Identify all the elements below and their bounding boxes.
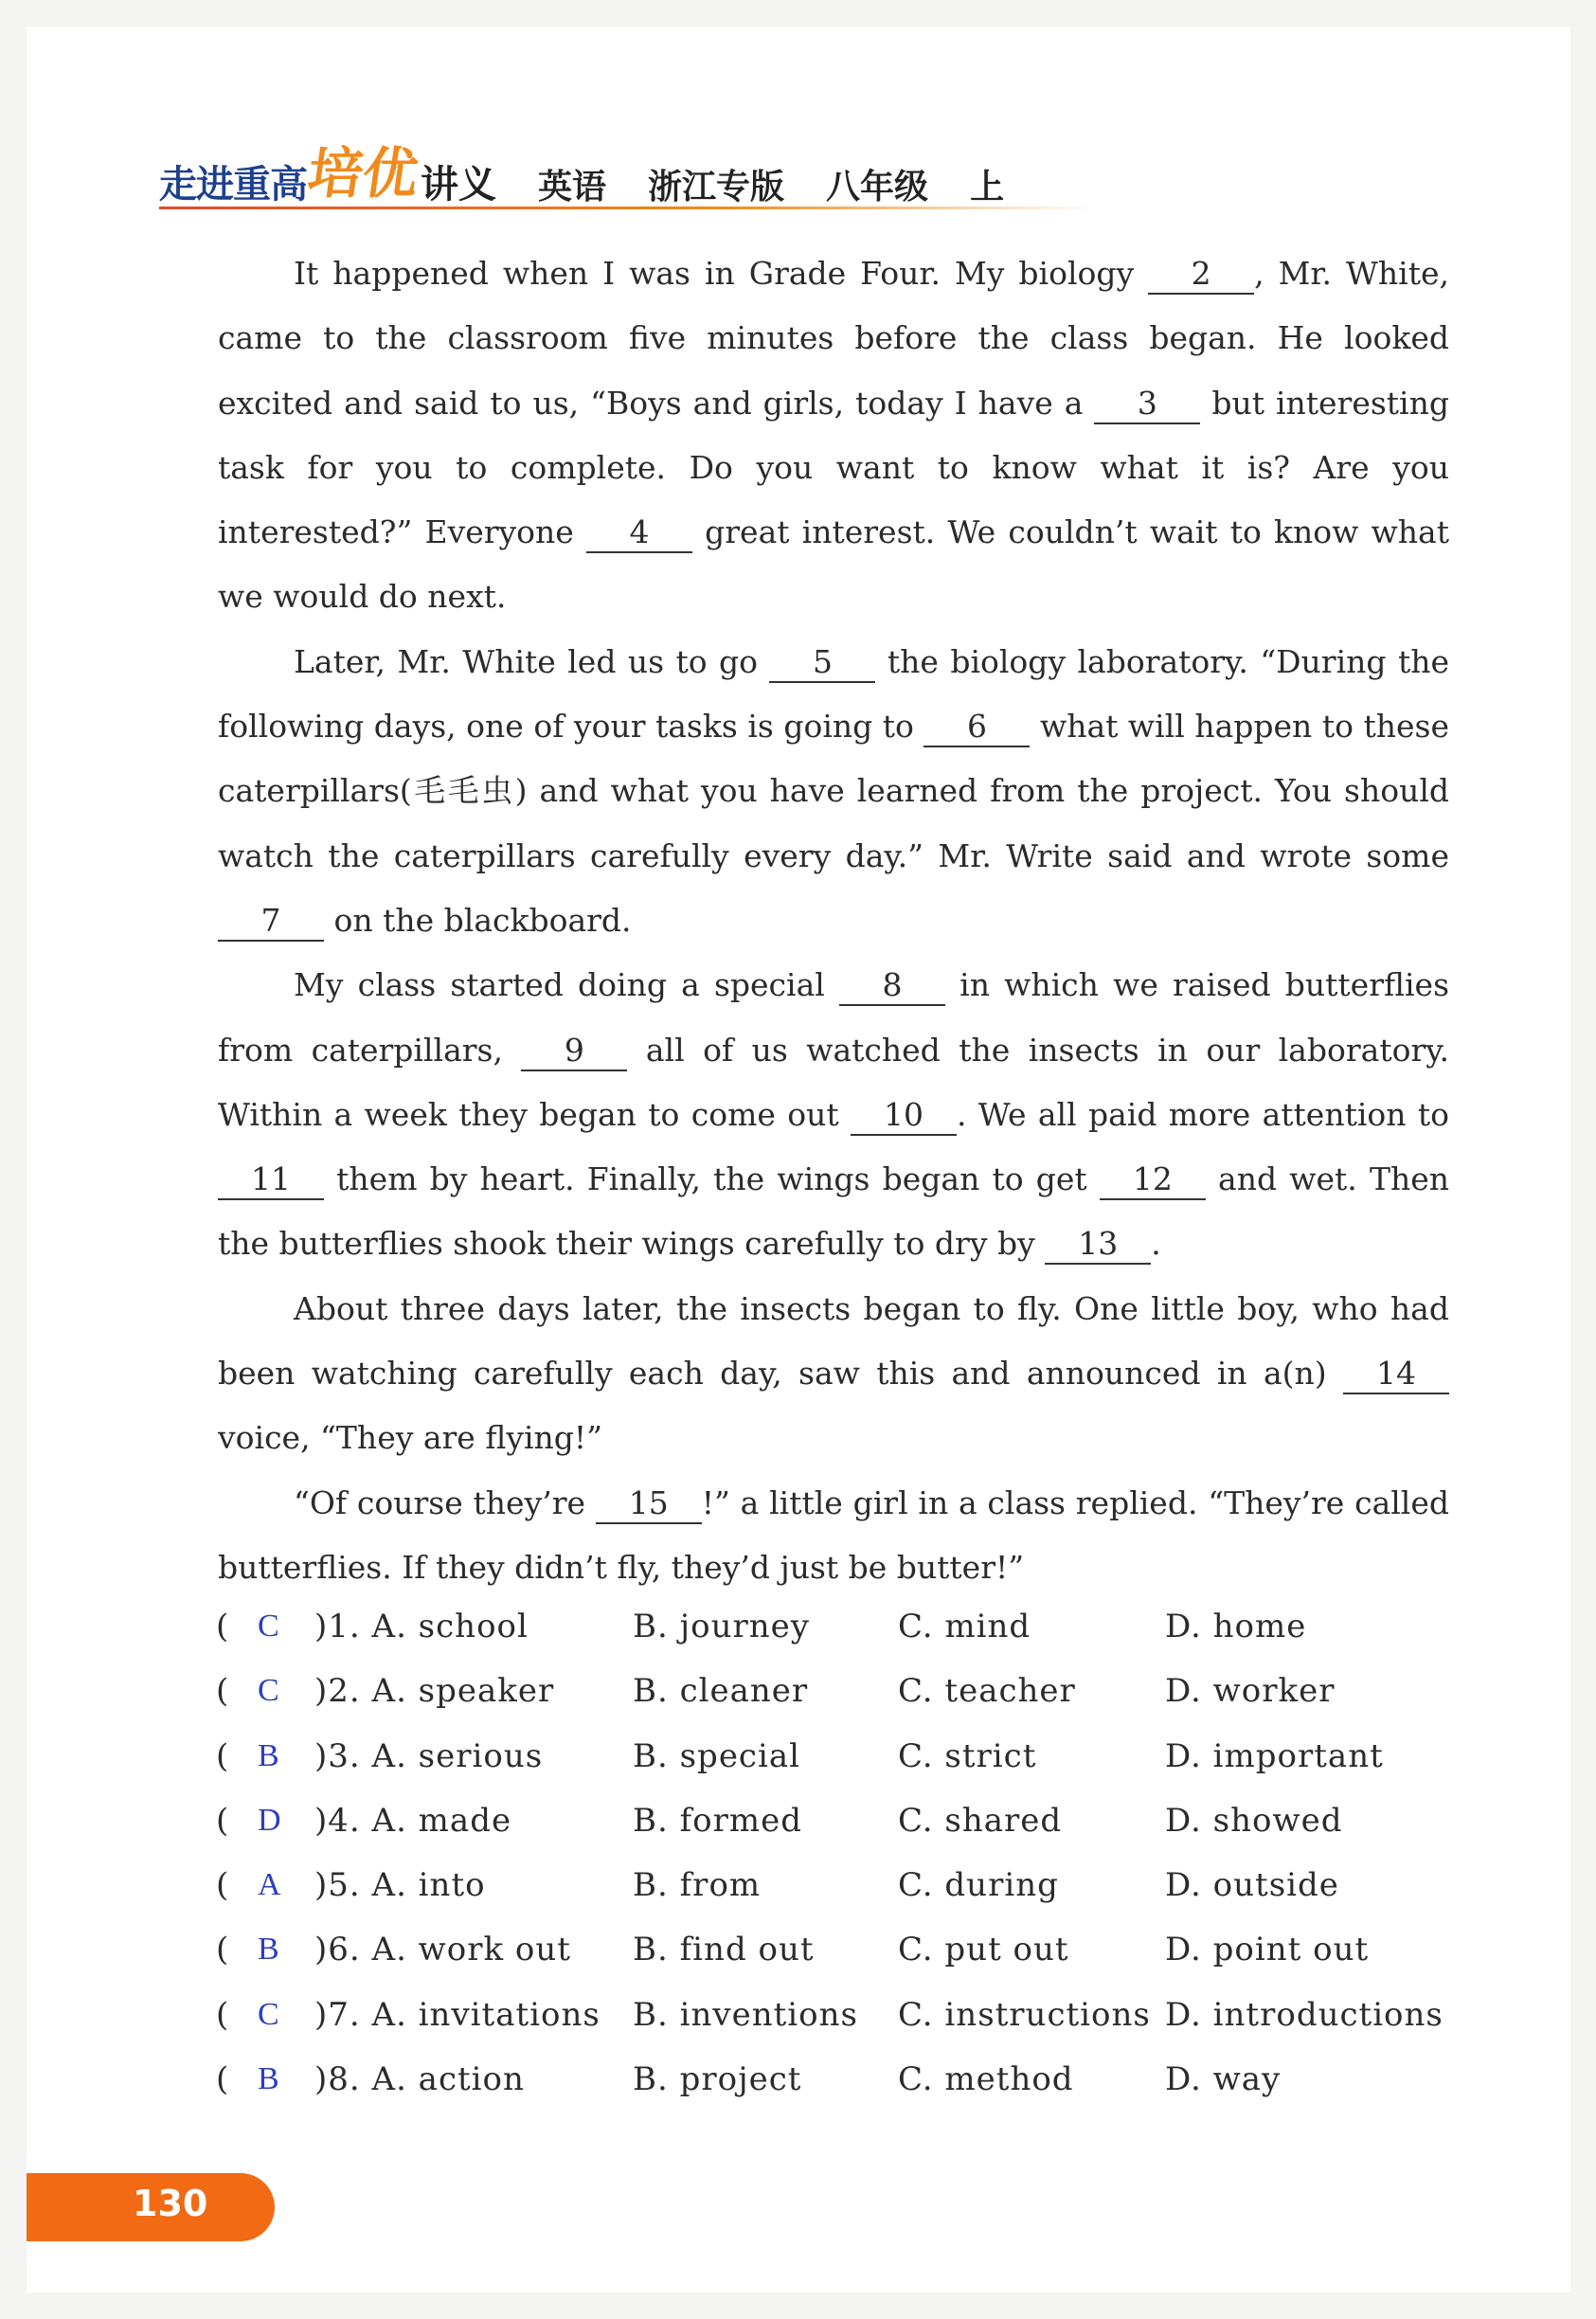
answer-letter: B	[258, 1737, 280, 1773]
passage-text: .	[1151, 1225, 1161, 1263]
passage-text: It happened when I was in Grade Four. My biology	[294, 255, 1149, 292]
brand-suffix: 讲义	[421, 163, 497, 207]
header-grade: 八年级	[826, 168, 929, 207]
option-b: B. cleaner	[633, 1672, 809, 1711]
passage-text: them by heart. Finally, the wings began to get	[324, 1160, 1100, 1198]
blank-12: 12	[1100, 1160, 1206, 1200]
option-a: )3. A. serious	[314, 1736, 544, 1775]
option-b: B. inventions	[633, 1995, 858, 2034]
passage-text: My class started doing a special	[294, 966, 839, 1004]
header-subject: 英语	[538, 168, 607, 207]
option-d: D. point out	[1165, 1931, 1370, 1969]
blank-6: 6	[924, 708, 1030, 747]
answer-letter: D	[258, 1802, 282, 1838]
answer-paren: (	[216, 1736, 230, 1775]
answer-paren: (	[216, 2060, 230, 2099]
answer-letter: C	[258, 1609, 280, 1644]
question-row	[216, 1724, 1485, 1789]
answer-letter: B	[258, 1932, 280, 1968]
question-row	[216, 1789, 1485, 1853]
option-d: D. showed	[1165, 1801, 1343, 1840]
passage-text: !” a little girl in a class replied. “They’re called butterflies. If they didn’t fly, they’d just be butter!”	[218, 1483, 1449, 1586]
blank-2: 2	[1148, 255, 1254, 295]
passage-text: all of us watched the insects in our laboratory. Within a week they began to come out	[218, 1031, 1449, 1133]
answer-letter: B	[258, 2061, 280, 2097]
question-row	[216, 2047, 1485, 2112]
option-b: B. special	[633, 1736, 800, 1775]
passage-text: About three days later, the insects began to fly. One little boy, who had been watching carefully each day, saw this and announced in a(n)	[218, 1289, 1449, 1393]
answer-paren: (	[216, 1995, 230, 2034]
option-b: B. from	[633, 1866, 762, 1905]
passage-text: but interesting task for you to complete. Do you want to know what it is? Are you interested?” Everyone	[218, 384, 1449, 551]
paragraph-4	[218, 1277, 1449, 1471]
answer-letter: A	[258, 1867, 282, 1903]
passage-text: on the blackboard.	[324, 901, 632, 939]
passage-text: the biology laboratory. “During the following days, one of your tasks is going to	[218, 642, 1449, 746]
header-edition: 浙江专版	[648, 168, 785, 207]
blank-14: 14	[1343, 1355, 1449, 1394]
option-a: )1. A. school	[314, 1608, 529, 1645]
answer-paren: (	[216, 1608, 230, 1645]
blank-13: 13	[1045, 1225, 1151, 1265]
option-a: )4. A. made	[314, 1801, 512, 1840]
question-row	[216, 1983, 1485, 2047]
option-c: C. during	[898, 1866, 1059, 1905]
option-a: )2. A. speaker	[314, 1672, 555, 1711]
question-row	[216, 1659, 1485, 1723]
brand-prefix: 走进重高	[159, 163, 307, 207]
option-c: C. strict	[898, 1736, 1037, 1775]
question-options	[216, 1594, 1485, 2112]
paragraph-3	[218, 953, 1449, 1276]
question-row	[216, 1594, 1485, 1659]
passage-text: Later, Mr. White led us to go	[294, 642, 770, 680]
blank-10: 10	[851, 1096, 957, 1136]
option-d: D. home	[1165, 1608, 1307, 1645]
header-volume: 上	[970, 168, 1005, 207]
option-c: C. instructions	[898, 1995, 1151, 2034]
blank-5: 5	[769, 643, 875, 683]
option-d: D. introductions	[1165, 1995, 1444, 2034]
option-c: C. mind	[898, 1608, 1031, 1645]
passage-text: great interest. We couldn’t wait to know what we would do next.	[218, 513, 1449, 616]
passage-text: voice, “They are flying!”	[218, 1419, 603, 1457]
answer-letter: C	[258, 1996, 280, 2032]
page-header	[159, 142, 1046, 208]
option-c: C. method	[898, 2060, 1074, 2099]
option-d: D. worker	[1165, 1672, 1336, 1711]
option-a: )6. A. work out	[314, 1931, 571, 1969]
passage-text: in which we raised butterflies from caterpillars,	[218, 966, 1450, 1069]
blank-9: 9	[521, 1032, 627, 1071]
option-d: D. outside	[1165, 1866, 1339, 1905]
answer-paren: (	[216, 1672, 230, 1711]
passage-text: what will happen to these caterpillars(毛毛虫) and what you have learned from the project. You should watch the caterpillars carefully every day.” Mr. Write said and wrote some	[218, 708, 1449, 874]
answer-letter: C	[258, 1673, 280, 1709]
blank-11: 11	[218, 1160, 324, 1200]
answer-paren: (	[216, 1801, 230, 1840]
header-divider	[159, 207, 1097, 209]
blank-4: 4	[586, 513, 692, 553]
passage-text: . We all paid more attention to	[956, 1095, 1449, 1133]
cloze-passage	[218, 242, 1449, 1600]
passage-text: “Of course they’re	[294, 1483, 596, 1521]
answer-paren: (	[216, 1866, 230, 1905]
question-row	[216, 1853, 1485, 1917]
question-row	[216, 1917, 1485, 1982]
option-d: D. important	[1165, 1736, 1384, 1775]
blank-15: 15	[596, 1484, 702, 1524]
option-c: C. teacher	[898, 1672, 1076, 1711]
option-a: )5. A. into	[314, 1866, 486, 1905]
paragraph-5	[218, 1471, 1449, 1601]
blank-8: 8	[839, 966, 945, 1006]
option-b: B. project	[633, 2060, 802, 2099]
option-c: C. put out	[898, 1931, 1069, 1969]
option-a: )7. A. invitations	[314, 1995, 601, 2034]
passage-text: and wet. Then the butterflies shook their wings carefully to dry by	[218, 1160, 1449, 1263]
option-b: B. formed	[633, 1801, 803, 1840]
paragraph-1	[218, 242, 1449, 630]
passage-text: , Mr. White, came to the classroom five minutes before the class began. He looked excited and said to us, “Boys and girls, today I have a	[218, 255, 1449, 422]
page-number: 130	[133, 2183, 208, 2224]
option-c: C. shared	[898, 1801, 1063, 1840]
blank-7: 7	[218, 902, 324, 942]
answer-paren: (	[216, 1931, 230, 1969]
paragraph-2	[218, 630, 1449, 953]
option-b: B. journey	[633, 1608, 810, 1645]
option-b: B. find out	[633, 1931, 815, 1969]
blank-3: 3	[1094, 385, 1200, 424]
option-a: )8. A. action	[314, 2060, 525, 2099]
brand-accent: 培优	[303, 141, 423, 206]
option-d: D. way	[1165, 2060, 1282, 2099]
